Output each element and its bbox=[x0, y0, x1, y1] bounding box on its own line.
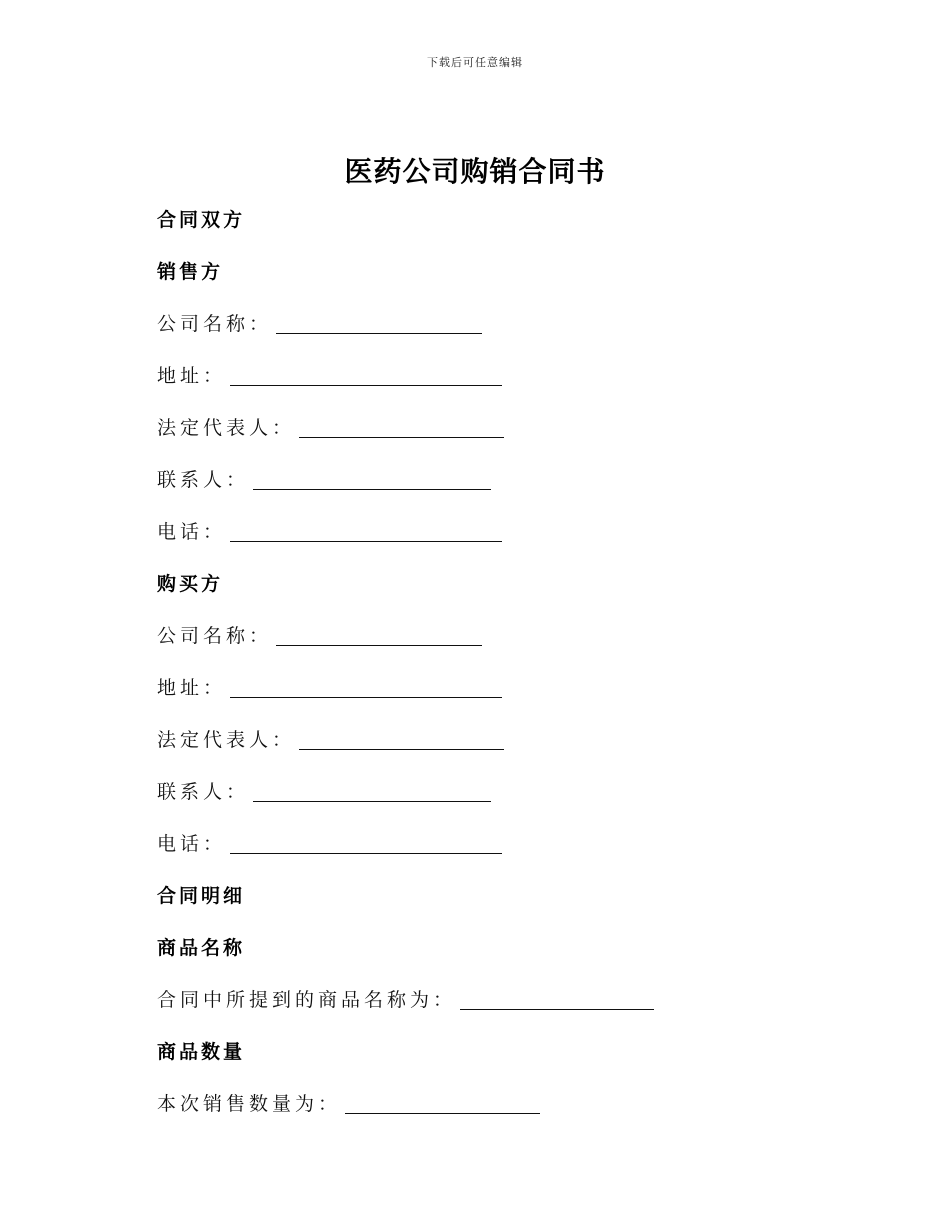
seller-contact-label: 联系人： bbox=[157, 468, 250, 491]
buyer-phone-row bbox=[157, 816, 797, 868]
seller-phone-label: 电话： bbox=[157, 520, 227, 543]
seller-company-row bbox=[157, 296, 797, 348]
seller-legal-rep-label: 法定代表人： bbox=[157, 416, 296, 439]
buyer-contact-row bbox=[157, 764, 797, 816]
buyer-address-row bbox=[157, 660, 797, 712]
buyer-legal-rep-field[interactable] bbox=[299, 731, 504, 750]
product-quantity-label: 本次销售数量为： bbox=[157, 1092, 342, 1115]
seller-heading: 销售方 bbox=[157, 260, 224, 283]
buyer-company-label: 公司名称： bbox=[157, 624, 273, 647]
product-quantity-row bbox=[157, 1076, 797, 1128]
seller-contact-field[interactable] bbox=[253, 471, 491, 490]
product-name-heading: 商品名称 bbox=[157, 936, 246, 959]
product-quantity-heading: 商品数量 bbox=[157, 1040, 246, 1063]
seller-legal-rep-row bbox=[157, 400, 797, 452]
seller-contact-row bbox=[157, 452, 797, 504]
product-name-field[interactable] bbox=[460, 991, 654, 1010]
seller-company-field[interactable] bbox=[276, 315, 482, 334]
seller-phone-row bbox=[157, 504, 797, 556]
product-name-label: 合同中所提到的商品名称为： bbox=[157, 988, 457, 1011]
buyer-company-field[interactable] bbox=[276, 627, 482, 646]
buyer-contact-field[interactable] bbox=[253, 783, 491, 802]
buyer-legal-rep-row bbox=[157, 712, 797, 764]
page-header: 下载后可任意编辑 bbox=[427, 56, 523, 69]
product-name-row bbox=[157, 972, 797, 1024]
buyer-company-row bbox=[157, 608, 797, 660]
buyer-legal-rep-label: 法定代表人： bbox=[157, 728, 296, 751]
seller-company-label: 公司名称： bbox=[157, 312, 273, 335]
product-quantity-field[interactable] bbox=[345, 1095, 540, 1114]
buyer-contact-label: 联系人： bbox=[157, 780, 250, 803]
seller-address-label: 地址： bbox=[157, 364, 227, 387]
buyer-address-label: 地址： bbox=[157, 676, 227, 699]
seller-address-field[interactable] bbox=[230, 367, 502, 386]
buyer-address-field[interactable] bbox=[230, 679, 502, 698]
seller-phone-field[interactable] bbox=[230, 523, 502, 542]
seller-legal-rep-field[interactable] bbox=[299, 419, 504, 438]
buyer-phone-label: 电话： bbox=[157, 832, 227, 855]
buyer-heading: 购买方 bbox=[157, 572, 224, 595]
details-heading: 合同明细 bbox=[157, 884, 246, 907]
document-title: 医药公司购销合同书 bbox=[344, 155, 606, 188]
document-body bbox=[157, 192, 797, 1128]
seller-address-row bbox=[157, 348, 797, 400]
buyer-phone-field[interactable] bbox=[230, 835, 502, 854]
parties-heading: 合同双方 bbox=[157, 208, 246, 231]
